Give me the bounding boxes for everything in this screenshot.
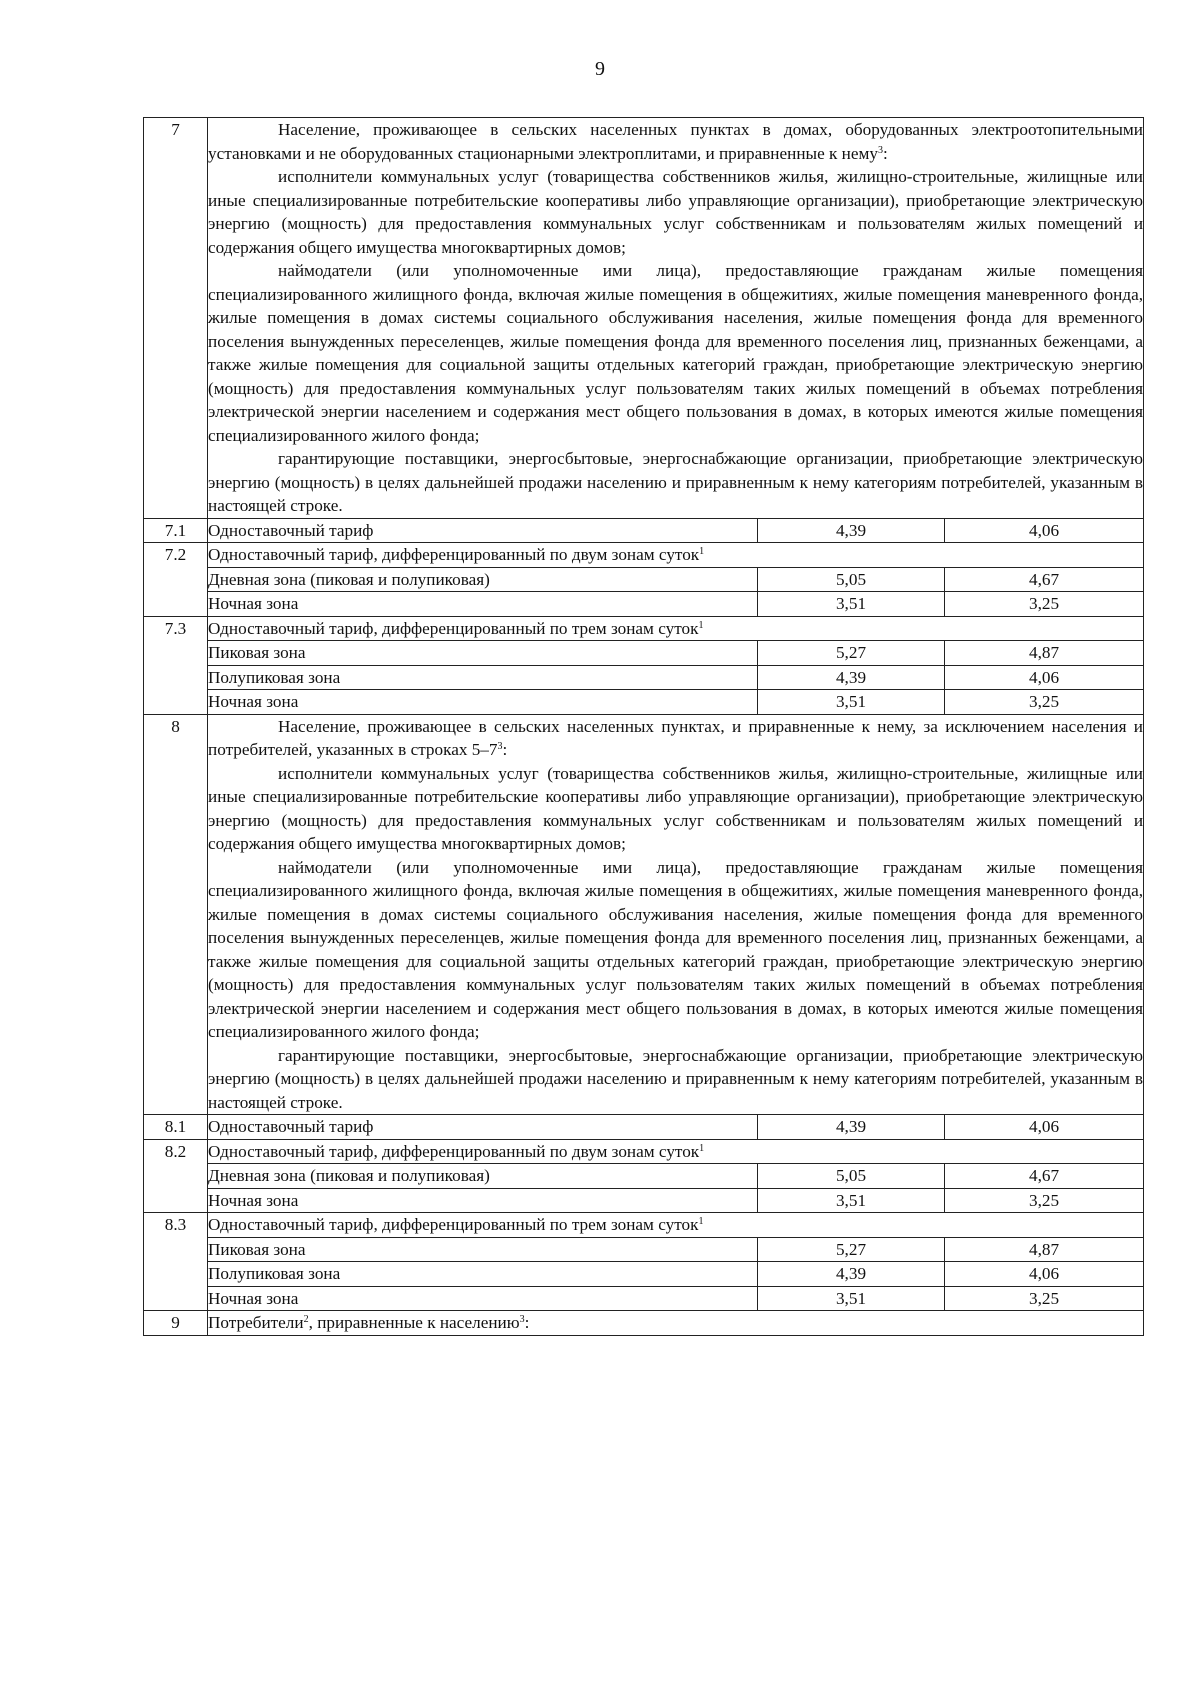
- zone-label: Пиковая зона: [208, 641, 758, 666]
- zone-tariff-text: Одноставочный тариф, дифференцированный по двум зонам суток: [208, 1141, 700, 1161]
- footnote-mark: 1: [698, 619, 704, 631]
- zone-value-1: 5,05: [758, 567, 945, 592]
- row-number: 8.3: [144, 1213, 208, 1311]
- zone-row: [144, 690, 1144, 715]
- footnote-mark: 3: [497, 741, 503, 752]
- row-number: 7.1: [144, 518, 208, 543]
- paragraph-text: исполнители коммунальных услуг (товарищества собственников жилья, жилищно-строительные, жилищные или иные специализированные потребительские кооперативы либо управляющие организации), приобретающие электрическую энергию (мощность) для предоставления коммунальных услуг собственникам и пользователям жилых помещений и содержания общего имущества многоквартирных домов;: [208, 763, 1144, 853]
- zone-value-1: 3,51: [758, 1286, 945, 1311]
- zone-value-2: 4,67: [945, 1164, 1144, 1189]
- zone-tariff-text: Одноставочный тариф, дифференцированный по трем зонам суток: [208, 1215, 699, 1234]
- row-number: 8.2: [144, 1139, 208, 1213]
- zone-value-2: 4,87: [945, 1237, 1144, 1262]
- description-paragraph: [208, 447, 1143, 518]
- zone-header-row: [144, 1139, 1144, 1164]
- zone-row: [144, 567, 1144, 592]
- zone-row: [144, 1164, 1144, 1189]
- zone-tariff-label: [208, 1139, 1144, 1164]
- zone-tariff-text: Одноставочный тариф, дифференцированный по двум зонам суток: [208, 545, 700, 564]
- zone-value-2: 4,06: [945, 1262, 1144, 1287]
- row-number: 8: [144, 714, 208, 1115]
- zone-value-1: 3,51: [758, 690, 945, 715]
- zone-row: [144, 592, 1144, 617]
- paragraph-text: исполнители коммунальных услуг (товарищества собственников жилья, жилищно-строительные, жилищные или иные специализированные потребительские кооперативы либо управляющие организации), приобретающие электрическую энергию (мощность) для предоставления коммунальных услуг собственникам и пользователям жилых помещений и содержания общего имущества многоквартирных домов;: [208, 167, 1144, 257]
- paragraph-tail: :: [882, 143, 888, 163]
- zone-label: Полупиковая зона: [208, 1262, 758, 1287]
- zone-label: Ночная зона: [208, 592, 758, 617]
- consumers-tail: :: [524, 1313, 530, 1332]
- paragraph-tail: :: [502, 740, 508, 759]
- zone-header-row: [144, 1213, 1144, 1238]
- zone-value-1: 5,27: [758, 1237, 945, 1262]
- paragraph-text: Население, проживающее в сельских населенных пунктах в домах, оборудованных электроотопительными установками и не оборудованных стационарными электроплитами, и приравненные к нему: [208, 120, 1144, 163]
- tariff-value-1: 4,39: [758, 1115, 945, 1140]
- tariff-label: Одноставочный тариф: [208, 1115, 758, 1140]
- row-number: 8.1: [144, 1115, 208, 1140]
- zone-header-row: [144, 616, 1144, 641]
- zone-header-row: [144, 543, 1144, 568]
- zone-row: [144, 641, 1144, 666]
- paragraph-text: гарантирующие поставщики, энергосбытовые, энергоснабжающие организации, приобретающие электрическую энергию (мощность) в целях дальнейшей продажи населению и приравненным к нему категориям потребителей, указанным в настоящей строке.: [208, 449, 1144, 515]
- zone-value-2: 3,25: [945, 1188, 1144, 1213]
- footnote-mark: 1: [698, 1216, 704, 1227]
- description-paragraph: [208, 1044, 1143, 1115]
- zone-row: [144, 1286, 1144, 1311]
- paragraph-text: наймодатели (или уполномоченные ими лица), предоставляющие гражданам жилые помещения специализированного жилищного фонда, включая жилые помещения в общежитиях, жилые помещения маневренного фонда, жилые помещения в домах системы социального обслуживания населения, жилые помещения фонда для временного поселения вынужденных переселенцев, жилые помещения фонда для временного поселения лиц, признанных беженцами, а также жилые помещения для социальной защиты отдельных категорий граждан, приобретающие электрическую энергию (мощность) для предоставления коммунальных услуг пользователям таких жилых помещений в объемах потребления электрической энергии населением и содержания мест общего пользования в домах, в которых имеются жилые помещения специализированного жилого фонда;: [208, 857, 1144, 1041]
- category-row: [144, 714, 1144, 1115]
- zone-value-1: 3,51: [758, 592, 945, 617]
- description-paragraph: [208, 762, 1143, 856]
- zone-value-1: 3,51: [758, 1188, 945, 1213]
- zone-tariff-label: [208, 543, 1144, 568]
- zone-value-2: 4,06: [945, 665, 1144, 690]
- tariff-table: [143, 117, 1144, 1336]
- zone-value-1: 5,05: [758, 1164, 945, 1189]
- tariff-value-2: 4,06: [945, 1115, 1144, 1140]
- zone-row: [144, 1188, 1144, 1213]
- zone-label: Дневная зона (пиковая и полупиковая): [208, 567, 758, 592]
- zone-value-2: 3,25: [945, 690, 1144, 715]
- zone-value-1: 5,27: [758, 641, 945, 666]
- zone-value-2: 4,67: [945, 567, 1144, 592]
- zone-value-1: 4,39: [758, 1262, 945, 1287]
- category-row: [144, 118, 1144, 519]
- zone-tariff-label: [208, 616, 1144, 641]
- zone-label: Ночная зона: [208, 690, 758, 715]
- tariff-label: Одноставочный тариф: [208, 518, 758, 543]
- zone-row: [144, 665, 1144, 690]
- zone-label: Ночная зона: [208, 1286, 758, 1311]
- description-paragraph: [208, 118, 1143, 165]
- zone-label: Полупиковая зона: [208, 665, 758, 690]
- footnote-mark: 1: [699, 1142, 705, 1154]
- zone-label: Ночная зона: [208, 1188, 758, 1213]
- row-number: 9: [144, 1311, 208, 1336]
- footnote-mark: 2: [303, 1314, 309, 1325]
- page-number: 9: [595, 58, 605, 80]
- footnote-mark: 1: [699, 546, 705, 557]
- consumers-label-rest: , приравненные к населению: [308, 1313, 520, 1332]
- paragraph-text: наймодатели (или уполномоченные ими лица), предоставляющие гражданам жилые помещения специализированного жилищного фонда, включая жилые помещения в общежитиях, жилые помещения маневренного фонда, жилые помещения в домах системы социального обслуживания населения, жилые помещения фонда для временного поселения вынужденных переселенцев, жилые помещения фонда для временного поселения лиц, признанных беженцами, а также жилые помещения для социальной защиты отдельных категорий граждан, приобретающие электрическую энергию (мощность) для предоставления коммунальных услуг пользователям таких жилых помещений в объемах потребления электрической энергии населением и содержания мест общего пользования в домах, в которых имеются жилые помещения специализированного жилого фонда;: [208, 261, 1144, 445]
- tariff-value-1: 4,39: [758, 518, 945, 543]
- zone-row: [144, 1262, 1144, 1287]
- category-description: [208, 714, 1144, 1115]
- zone-label: Пиковая зона: [208, 1237, 758, 1262]
- category-description: [208, 118, 1144, 519]
- paragraph-text: гарантирующие поставщики, энергосбытовые, энергоснабжающие организации, приобретающие электрическую энергию (мощность) в целях дальнейшей продажи населению и приравненным к нему категориям потребителей, указанным в настоящей строке.: [208, 1045, 1144, 1112]
- tariff-value-2: 4,06: [945, 518, 1144, 543]
- row-number: 7.3: [144, 616, 208, 714]
- footnote-mark: 3: [519, 1314, 525, 1325]
- zone-tariff-label: [208, 1213, 1144, 1238]
- footnote-mark: 3: [877, 144, 883, 156]
- single-rate-row: [144, 1115, 1144, 1140]
- single-rate-row: [144, 518, 1144, 543]
- zone-tariff-text: Одноставочный тариф, дифференцированный по трем зонам суток: [208, 618, 699, 638]
- category-description: [208, 1311, 1144, 1336]
- zone-label: Дневная зона (пиковая и полупиковая): [208, 1164, 758, 1189]
- zone-row: [144, 1237, 1144, 1262]
- paragraph-text: Население, проживающее в сельских населенных пунктах, и приравненные к нему, за исключением населения и потребителей, указанных в строках 5–7: [208, 716, 1144, 759]
- description-paragraph: [208, 715, 1143, 762]
- description-paragraph: [208, 259, 1143, 447]
- description-paragraph: [208, 165, 1143, 259]
- zone-value-2: 3,25: [945, 592, 1144, 617]
- category-row-last: [144, 1311, 1144, 1336]
- zone-value-2: 3,25: [945, 1286, 1144, 1311]
- row-number: 7: [144, 118, 208, 519]
- consumers-label: Потребители: [208, 1313, 304, 1332]
- zone-value-2: 4,87: [945, 641, 1144, 666]
- row-number: 7.2: [144, 543, 208, 617]
- zone-value-1: 4,39: [758, 665, 945, 690]
- description-paragraph: [208, 856, 1143, 1044]
